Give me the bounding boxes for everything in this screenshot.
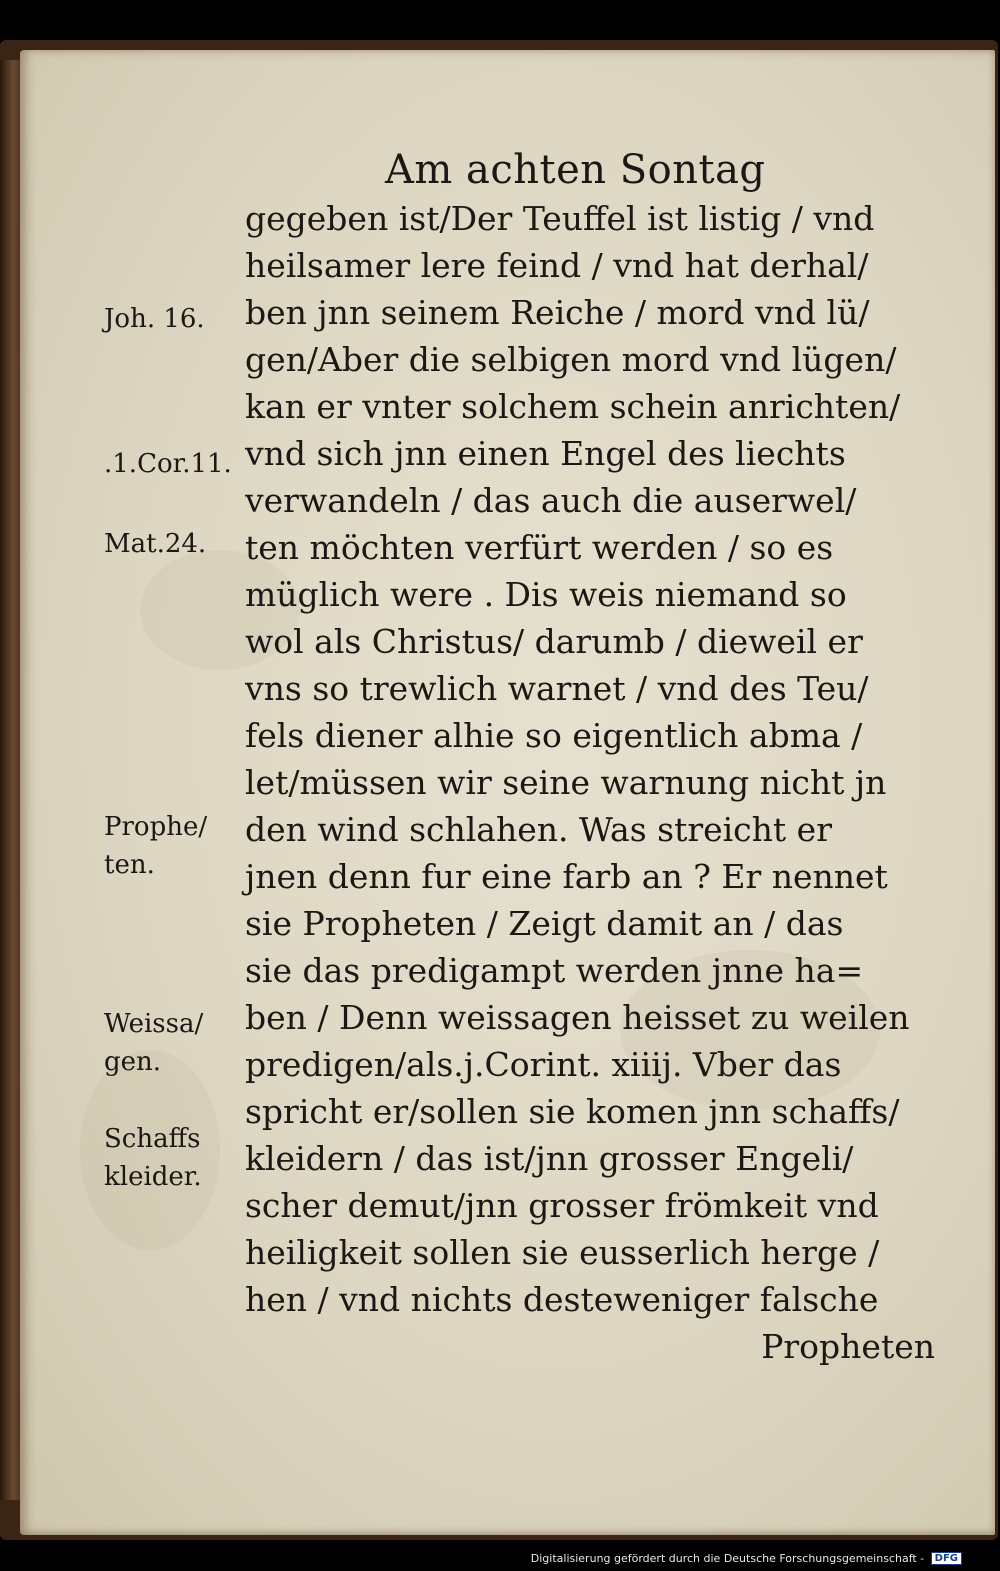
text-line: den wind schlahen. Was streicht er — [245, 810, 832, 849]
text-line: spricht er/sollen sie komen jnn schaffs/ — [245, 1092, 900, 1131]
main-text-block — [245, 195, 945, 1370]
credit-text: Digitalisierung gefördert durch die Deutsche Forschungsgemeinschaft - — [530, 1551, 925, 1565]
text-line: müglich were . Dis weis niemand so — [245, 575, 847, 614]
margin-note: Mat.24. — [104, 529, 207, 559]
text-line: kleidern / das ist/jnn grosser Engeli/ — [245, 1139, 854, 1178]
text-line: vns so trewlich warnet / vnd des Teu/ — [245, 669, 869, 708]
text-line: ten möchten verfürt werden / so es — [245, 528, 834, 567]
text-line: scher demut/jnn grosser frömkeit vnd — [245, 1186, 879, 1225]
margin-note: Weissa/ gen. — [104, 1009, 204, 1077]
text-line: ben jnn seinem Reiche / mord vnd lü/ — [245, 293, 870, 332]
text-line: heiligkeit sollen sie eusserlich herge / — [245, 1233, 880, 1272]
text-line: gegeben ist/Der Teuffel ist listig / vnd — [245, 199, 875, 238]
text-line: heilsamer lere feind / vnd hat derhal/ — [245, 246, 869, 285]
text-line: gen/Aber die selbigen mord vnd lügen/ — [245, 340, 897, 379]
text-line: fels diener alhie so eigentlich abma / — [245, 716, 863, 755]
text-line: sie das predigampt werden jnne ha= — [245, 951, 864, 990]
text-line: hen / vnd nichts desteweniger falsche — [245, 1280, 879, 1319]
catchword: Propheten — [761, 1327, 935, 1366]
dfg-logo: DFG — [931, 1552, 962, 1565]
margin-note: .1.Cor.11. — [104, 449, 232, 479]
book-spine — [0, 60, 22, 1500]
text-line: sie Propheten / Zeigt damit an / das — [245, 904, 844, 943]
text-line: let/müssen wir seine warnung nicht jn — [245, 763, 887, 802]
text-line: predigen/als.j.Corint. xiiij. Vber das — [245, 1045, 842, 1084]
text-line: kan er vnter solchem schein anrichten/ — [245, 387, 901, 426]
margin-note: Joh. 16. — [104, 304, 205, 334]
margin-note: Prophe/ ten. — [104, 812, 208, 880]
margin-note: Schaffs kleider. — [104, 1124, 202, 1192]
text-line: wol als Christus/ darumb / dieweil er — [245, 622, 863, 661]
text-line: verwandeln / das auch die auserwel/ — [245, 481, 857, 520]
text-line: ben / Denn weissagen heisset zu weilen — [245, 998, 910, 1037]
text-line: vnd sich jnn einen Engel des liechts — [245, 434, 846, 473]
digitization-credit — [531, 1552, 962, 1566]
text-line: jnen denn fur eine farb an ? Er nennet — [245, 857, 888, 896]
running-header: Am achten Sontag — [385, 147, 766, 193]
